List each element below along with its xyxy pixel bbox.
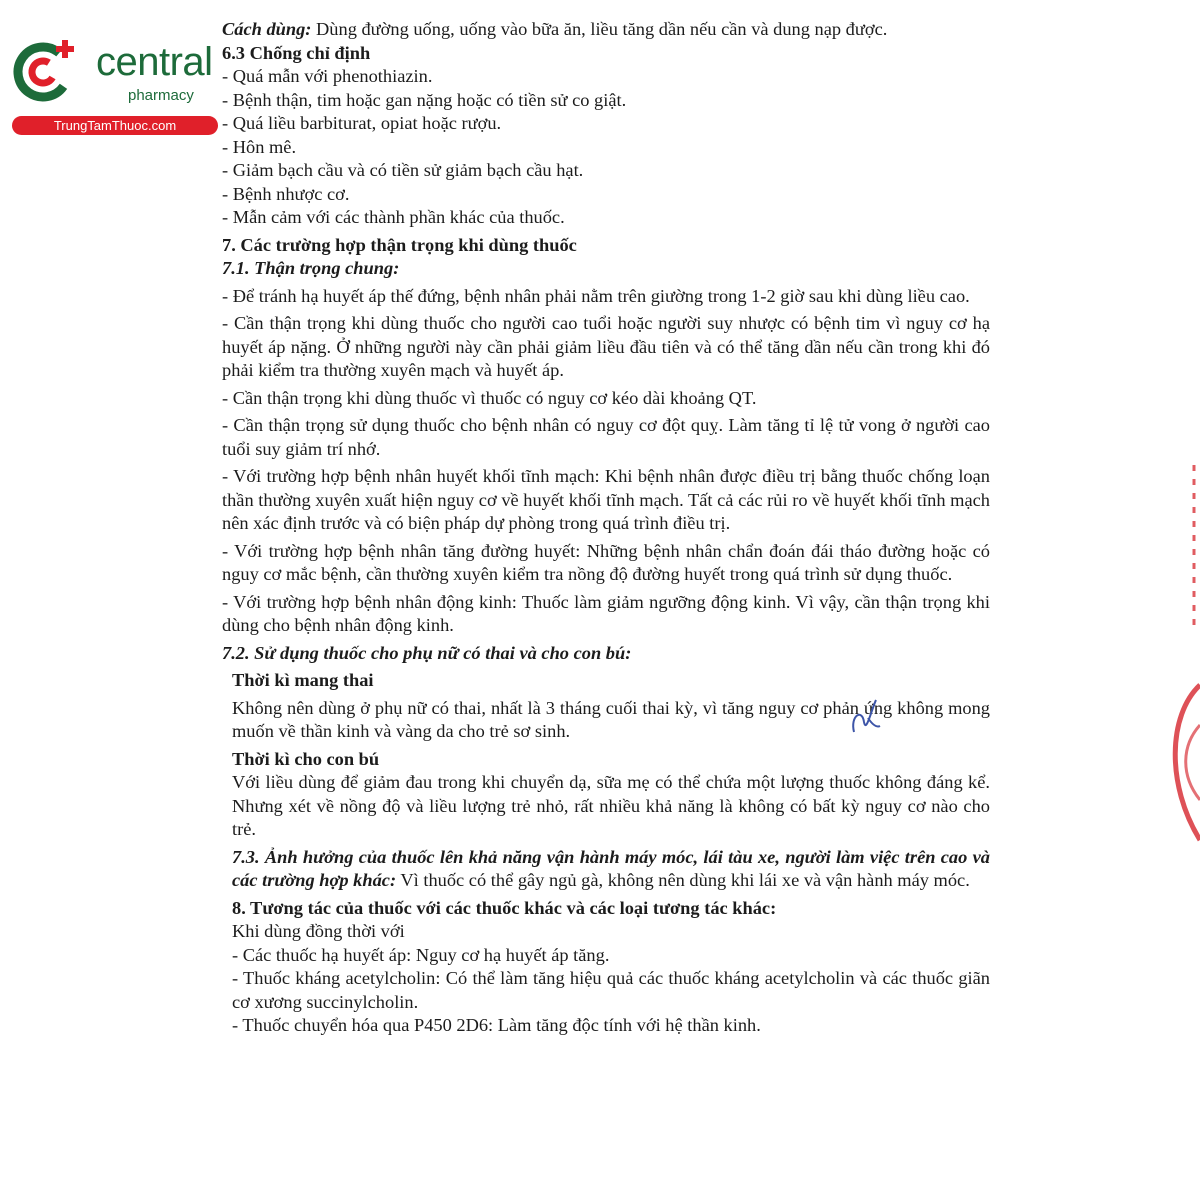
heading-7-1: 7.1. Thận trọng chung: (222, 258, 400, 278)
section-7-3 (222, 846, 990, 893)
lactation-text: Với liều dùng để giảm đau trong khi chuyển dạ, sữa mẹ có thể chứa một lượng thuốc không đáng kể. Nhưng xét về nồng độ và liều lượng trẻ nhỏ, rất nhiều khả năng là không có bất kỳ nguy cơ nào cho trẻ. (232, 772, 990, 839)
caution-item: - Cần thận trọng khi dùng thuốc cho người cao tuổi hoặc người suy nhược có bệnh tim vì nguy cơ hạ huyết áp nặng. Ở những người này cần phải giảm liều đầu tiên và có thể tăng dần nếu cần trong khi đó phải kiểm tra thường xuyên mạch và huyết áp. (222, 313, 990, 380)
interaction-item: - Các thuốc hạ huyết áp: Nguy cơ hạ huyết áp tăng. (232, 944, 610, 965)
interaction-item: - Thuốc kháng acetylcholin: Có thể làm tăng hiệu quả các thuốc kháng acetylcholin và các thuốc giãn cơ xương succinylcholin. (232, 968, 990, 1012)
section-7-3-text: Vì thuốc có thể gây ngủ gà, không nên dùng khi lái xe và vận hành máy móc. (396, 870, 970, 890)
heading-7: 7. Các trường hợp thận trọng khi dùng thuốc (222, 234, 577, 255)
contra-item: - Bệnh thận, tim hoặc gan nặng hoặc có tiền sử co giật. (222, 89, 627, 110)
heading-6-3: 6.3 Chống chỉ định (222, 42, 371, 63)
red-stamp-edge (1160, 455, 1200, 845)
contra-item: - Quá liều barbiturat, opiat hoặc rượu. (222, 113, 502, 133)
caution-item: - Với trường hợp bệnh nhân tăng đường huyết: Những bệnh nhân chẩn đoán đái tháo đường hoặc có nguy cơ mắc bệnh, cần thường xuyên kiểm tra nồng độ đường huyết trong quá trình sử dụng thuốc. (222, 540, 990, 584)
contra-item: - Bệnh nhược cơ. (222, 183, 350, 204)
central-pharmacy-logo[interactable] (10, 36, 220, 136)
pregnancy-text: Không nên dùng ở phụ nữ có thai, nhất là 3 tháng cuối thai kỳ, vì tăng nguy cơ phản ứng không mong muốn về thần kinh và vàng da cho trẻ sơ sinh. (232, 697, 990, 741)
logo-subtitle: pharmacy (128, 87, 194, 104)
interaction-intro: Khi dùng đồng thời với (232, 921, 405, 941)
caution-item: - Cần thận trọng khi dùng thuốc vì thuốc có nguy cơ kéo dài khoảng QT. (222, 387, 757, 408)
pregnancy-title: Thời kì mang thai (232, 670, 374, 690)
contra-item: - Quá mẫn với phenothiazin. (222, 66, 433, 86)
usage-text: Dùng đường uống, uống vào bữa ăn, liều tăng dần nếu cần và dung nạp được. (311, 19, 888, 39)
handwritten-signature (846, 688, 886, 743)
contra-item: - Giảm bạch cầu và có tiền sử giảm bạch cầu hạt. (222, 160, 584, 180)
caution-item: - Với trường hợp bệnh nhân động kinh: Thuốc làm giảm ngưỡng động kinh. Vì vậy, cần thận trọng khi dùng cho bệnh nhân động kinh. (222, 591, 990, 635)
leaflet-page (222, 18, 990, 1038)
caution-item: - Với trường hợp bệnh nhân huyết khối tĩnh mạch: Khi bệnh nhân được điều trị bằng thuốc chống loạn thần thường xuyên xuất hiện nguy cơ về huyết khối tĩnh mạch. Tất cả các rủi ro về huyết khối tĩnh mạch nên xác định trước và có biện pháp dự phòng trong quá trình điều trị. (222, 466, 990, 533)
logo-website: TrungTamThuoc.com (12, 116, 218, 135)
usage-label: Cách dùng: (222, 19, 312, 39)
heading-8: 8. Tương tác của thuốc với các thuốc khác và các loại tương tác khác: (232, 897, 777, 918)
caution-item: - Để tránh hạ huyết áp thế đứng, bệnh nhân phải nằm trên giường trong 1-2 giờ sau khi dùng liều cao. (222, 285, 970, 306)
heading-7-2: 7.2. Sử dụng thuốc cho phụ nữ có thai và cho con bú: (222, 642, 632, 663)
caution-item: - Cần thận trọng sử dụng thuốc cho bệnh nhân có nguy cơ đột quỵ. Làm tăng tỉ lệ tử vong ở người cao tuổi suy giảm trí nhớ. (222, 415, 990, 459)
usage-line (222, 18, 990, 42)
lactation-title: Thời kì cho con bú (232, 748, 380, 769)
central-pharmacy-logo-icon (10, 36, 88, 106)
contra-item: - Hôn mê. (222, 136, 297, 157)
heading-7-3: 7.3. Ảnh hưởng của thuốc lên khả năng vận hành máy móc, lái tàu xe, người làm việc trên cao và các trường hợp khác: (232, 846, 990, 890)
contra-item: - Mẫn cảm với các thành phần khác của thuốc. (222, 207, 565, 227)
logo-name: central (96, 40, 213, 84)
interaction-item: - Thuốc chuyển hóa qua P450 2D6: Làm tăng độc tính với hệ thần kinh. (232, 1015, 761, 1035)
